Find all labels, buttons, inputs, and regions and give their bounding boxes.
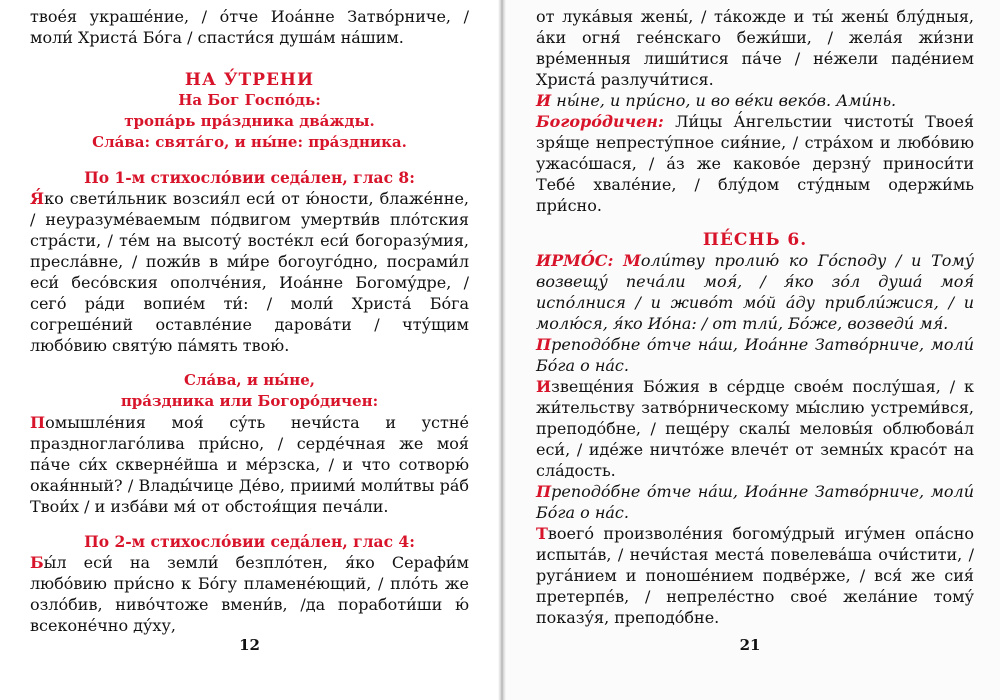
troparion-2-text: воего́ произволе́ния богому́дрый игу́мен опа́сно испыта́в, / нечи́стая места́ повелева́ша очи́стити, / руга́нием и поноше́нием подве́рже, / вся́ же сия́ претерпе́в, / непреле́стно свое́ жела́ние тому́ показу́я, преподо́бне. xyxy=(536,524,974,627)
theotokion-initial: П xyxy=(30,413,46,432)
troparion-2-initial: Т xyxy=(536,524,548,543)
theotokion-text: омышле́ния моя́ су́ть нечи́ста и устне́ празднoглаго́лива при́сно, / серде́чная же моя́ па́че си́х скверне́йша и ме́рзска, / и что сотворю́ окая́нный? / Влады́чице Де́во, приими́ моли́твы ра́б Твои́х / и изба́ви мя́ от обстоя́щия печа́ли. xyxy=(30,413,469,516)
troparion-1-text: звеще́ния Бо́жия в се́рдце свое́м послу́шая, / к жи́тельству затво́рническому мы́слию устреми́вся, преподо́бне, / пеще́ру скалы́ меловы́я облюбова́л еси́, / иде́же ничто́же влече́т от земны́х красо́т на сла́дость. xyxy=(536,377,974,480)
refrain-2-paragraph xyxy=(536,481,974,523)
irmos-initial: М xyxy=(623,251,641,270)
right-theotokion-text: Ли́цы А́нгельстии чистоты́ Твоея́ зря́ще непресту́пное сия́ние, / стра́хом и любо́вию ужасо́шася, / а́з же каково́е дерзну́ приноси́ти Тебе́ хвале́ние, / блу́дом сту́дным одержи́мь при́сно. xyxy=(536,112,974,215)
sedalen-2-paragraph xyxy=(30,552,469,636)
refrain-2-initial: П xyxy=(536,482,552,501)
matins-subtitle-1: На Бог Госпо́дь: xyxy=(178,91,321,109)
right-page-number: 21 xyxy=(739,636,761,654)
left-opening-text: твое́я украше́ние, / о́тче Иоа́нне Затво́рниче, / моли́ Христа́ Бо́га / спасти́ся душа́м на́шим. xyxy=(30,7,469,47)
matins-subtitle-3: Сла́ва: свята́го, и ны́не: пра́здника. xyxy=(92,133,407,151)
irmos-label: ИРМО́С: xyxy=(536,251,614,270)
troparion-1-initial: И xyxy=(536,377,552,396)
theotokion-label: Богоро́дичен: xyxy=(536,112,664,131)
sedalen-1-paragraph xyxy=(30,188,469,356)
refrain-1-text: реподо́бне о́тче на́ш, Иоа́нне Затво́рниче, моли́ Бо́га о на́с. xyxy=(536,335,974,375)
right-opening-text: от лука́выя жены́, / та́кожде и ты́ жены́ блу́дныя, а́ки огня́ гее́нскаго бежи́ши, / жела́я жи́зни вре́менныя лиши́тися па́че / не́жели паде́нием Христа́ разлучи́тися. xyxy=(536,7,974,89)
sedalen-2-initial: Б xyxy=(30,553,44,572)
ode-heading: ПЕ́СНЬ 6. xyxy=(702,230,808,250)
right-page xyxy=(500,0,1000,700)
refrain-1-initial: П xyxy=(536,335,552,354)
sedalen-1-initial: Я́ xyxy=(30,189,45,208)
sedalen-2-text: ы́л еси́ на земли́ безпло́тен, я́ко Серафи́м любо́вию при́сно к Бо́гу пламене́ющий, / пло́ть же озло́бив, нивóчтоже вмени́в, /да поработи́ши ю́ всеконе́чно ду́ху, xyxy=(30,553,469,635)
doxology-text: ны́не, и при́сно, и во ве́ки веко́в. Ами́нь. xyxy=(551,91,897,110)
irmos-text: оли́тву пролию́ ко Го́споду / и Тому́ возвещу́ печа́ли моя́, / я́ко зо́л душа́ моя́ испо́лнися / и живо́т мо́й а́ду прибли́жися, / и молю́ся, я́ко Ио́на: / от тли́, Бо́же, возведи́ мя́. xyxy=(536,251,974,333)
theotokion-paragraph xyxy=(30,412,469,517)
matins-subtitle-2: тропа́рь пра́здника два́жды. xyxy=(124,112,375,130)
troparion-2-paragraph xyxy=(536,523,974,628)
refrain-1-paragraph xyxy=(536,334,974,376)
refrain-2-text: реподо́бне о́тче на́ш, Иоа́нне Затво́рниче, моли́ Бо́га о на́с. xyxy=(536,482,974,522)
book-fold xyxy=(498,0,506,700)
doxology-initial: И xyxy=(536,91,552,110)
sedalen-2-heading: По 2-м стихосло́вии седа́лен, глас 4: xyxy=(84,532,415,551)
glory-heading-2: пра́здника или Богоро́дичен: xyxy=(120,392,379,410)
right-theotokion-paragraph xyxy=(536,111,974,216)
troparion-1-paragraph xyxy=(536,376,974,481)
left-page-number: 12 xyxy=(239,636,260,654)
glory-heading-1: Сла́ва, и ны́не, xyxy=(184,371,315,389)
sedalen-1-text: ко свети́льник возсия́л еси́ от ю́ности, блаже́нне, / неуразуме́ваемым по́двигом умертви́в пло́тския стра́сти, / те́м на высоту́ восте́кл еси́ богоразу́мия, пресла́вне, / пожи́в в ми́ре богоуго́дно, посрами́л еси́ бесо́вския ополче́ния, Иоа́нне Богому́дре, / сего́ ра́ди вопие́м ти́: / моли́ Христа́ Бо́га согреше́ний оставле́ние дарова́ти / чту́щим любо́вию святу́ю па́мять твою́. xyxy=(30,189,469,355)
matins-title: НА У́ТРЕНИ xyxy=(184,70,315,90)
sedalen-1-heading: По 1-м стихосло́вии седа́лен, глас 8: xyxy=(84,168,415,187)
doxology-paragraph xyxy=(536,90,974,111)
irmos-paragraph xyxy=(536,250,974,334)
